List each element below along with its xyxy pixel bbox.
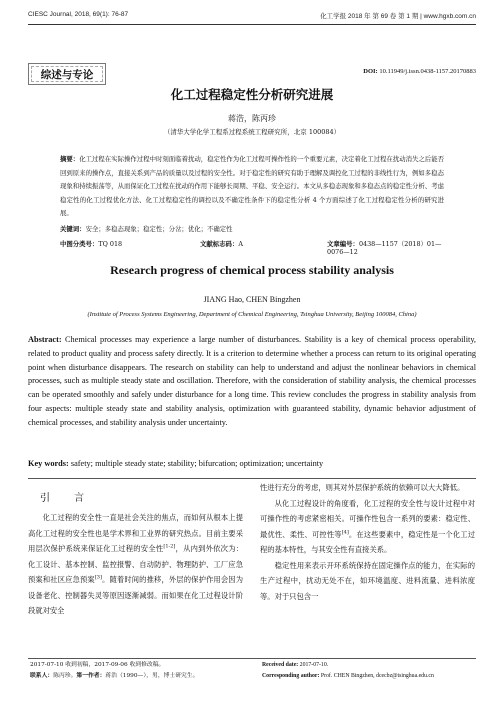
journal-citation: CIESC Journal, 2018, 69(1): 76-87: [28, 11, 129, 18]
received-value: 2017-07-10.: [299, 662, 329, 668]
doi-value[interactable]: 10.11949/j.issn.0438-1157.20170883: [379, 68, 476, 75]
classification-line: [60, 239, 444, 256]
citation-ref[interactable]: [3]: [94, 574, 102, 581]
header-rule: [28, 24, 476, 25]
received-en: [262, 660, 477, 671]
running-header: [28, 8, 476, 22]
paragraph: 性进行充分的考虑，则其对外层保护系统的依赖可以大大降低。: [260, 483, 465, 492]
footnote-rule: [28, 658, 476, 659]
text-run: 。在这些要素中，稳定性是一个化工过程的基本特性，与其安全性有直接关系。: [260, 529, 476, 554]
abstract-cn-label: 摘要：: [60, 155, 80, 163]
first-author-value: 蒋浩（1990—），男，博士研究生。: [105, 673, 199, 679]
body-column-right: [260, 480, 475, 604]
paragraph: 稳定性用来表示开环系统保持在固定操作点的能力，在实际的生产过程中，扰动无处不在，如环境温度、进料流量、进料浓度等。对于只包含一: [260, 560, 475, 601]
keywords-cn: [60, 224, 444, 233]
clc-label: 中图分类号：: [60, 240, 99, 248]
citation-ref[interactable]: [1-2]: [163, 543, 176, 550]
authors-cn: 蒋浩，陈丙珍: [228, 114, 276, 123]
first-author-label: 第一作者：: [76, 673, 106, 679]
doc-code-label: 文献标志码：: [200, 240, 239, 248]
section-badge: 综述与专论: [28, 63, 106, 85]
contact-value: 陈丙珍。: [53, 673, 77, 679]
corr-label: Corresponding author:: [262, 673, 320, 679]
article-no-value: 0438—1157（2018）01—0076—12: [327, 240, 442, 256]
text-run: ，从内到外依次为：化工设计、基本控制、监控报警、自动防护、物理防护、工厂应急预案和社区应急预案: [28, 544, 244, 584]
keywords-en: [28, 459, 476, 468]
affiliation-cn: （清华大学化学工程系过程系统工程研究所，北京 100084）: [163, 128, 341, 136]
footnote-en: [262, 660, 477, 682]
article-no-label: 文章编号：: [327, 240, 359, 248]
keywords-cn-text: 安全；多稳态现象；稳定性；分岔；优化；不确定性: [85, 225, 233, 233]
citation-ref[interactable]: [4]: [341, 529, 349, 536]
text-run: 。随着时间的推移，外层的保护作用会因为设备老化、控制器失灵等原因逐渐减弱。而如果在化工过程设计阶段就对安全: [28, 575, 243, 615]
paragraph: [28, 510, 243, 619]
section-heading-intro: 引言: [40, 493, 108, 504]
journal-header-cn: 化工学报 2018 年 第 69 卷 第 1 期 | www.hgxb.com.cn: [320, 13, 476, 20]
authors-en: JIANG Hao, CHEN Bingzhen: [203, 295, 301, 304]
title-en: Research progress of chemical process stability analysis: [110, 263, 394, 277]
received-label: Received date:: [262, 662, 299, 668]
abstract-en-label: Abstract:: [28, 335, 62, 344]
doi-label: DOI:: [363, 68, 378, 75]
footnote-cn: [30, 660, 245, 682]
received-cn: 2017-07-10 收到初稿，2017-09-06 收到修改稿。: [30, 662, 165, 668]
abstract-en-text: Chemical processes may experience a large number of disturbances. Stability is a key of chemical process operability, related to product quality and process safety directly. It is a criterion to determine whether a process can return to its original operating point when disturbance disappears. The research on stability can help to understand and adjust the nonlinear behaviors in chemical processes, such as multiple steady state and oscillation. Therefore, with the consideration of stability analysis, the chemical processes can be operated smoothly and safely under disturbance for a long time. This review concludes the progress in stability analysis from four aspects: multiple steady state and stability analysis, optimization with guaranteed stability, dynamic behavior adjustment of chemical processes, and stability analysis under uncertainty.: [28, 335, 477, 427]
body-rule: [28, 478, 476, 479]
contact-cn: [30, 671, 245, 682]
abstract-cn: [60, 153, 444, 221]
doc-code-value: A: [238, 240, 243, 248]
abstract-en: [28, 333, 476, 430]
keywords-en-text: safety; multiple steady state; stability; bifurcation; optimization; uncertainty: [70, 459, 324, 468]
abstract-cn-text: 化工过程在实际操作过程中时刻面临着扰动，稳定性作为化工过程可操作性的一个重要元素，决定着化工过程在扰动消失之后能否回到原来的操作点，直接关系到产品的质量以及过程的安全性。对于稳定性的研究有助于理解及调控化工过程的非线性行为，例如多稳态现象和持续振荡等，从而保证化工过程在扰动的作用下能够长周期、平稳、安全运行。本文从多稳态现象和多稳态点的稳定性分析、考虑稳定性的化工过程优化方法、化工过程稳定性的调控以及不确定性条件下的稳定性分析 4 个方面综述了化工过程稳定性分析的研究进展。: [60, 155, 445, 218]
text-run: 从化工过程设计的角度看，化工过程的安全性与设计过程中对可操作性的考虑紧密相关。可操作性包含一系列的要素：稳定性、最优性、柔性、可控性等: [260, 498, 475, 539]
body-column-left: [28, 510, 243, 619]
corresponding-en: [262, 671, 477, 682]
paragraph: [260, 496, 475, 558]
affiliation-en: (Institute of Process Systems Engineering, Department of Chemical Engineering, Tsinghua University, Beijing 100084, China): [87, 311, 417, 318]
keywords-en-label: Key words:: [28, 459, 69, 468]
clc-value: TQ 018: [98, 240, 123, 248]
keywords-cn-label: 关键词：: [60, 225, 86, 233]
doi-line: [363, 68, 476, 75]
corr-email[interactable]: Prof. CHEN Bingzhen, dcecbz@tsinghua.edu.cn: [320, 673, 434, 679]
title-cn: 化工过程稳定性分析研究进展: [170, 87, 334, 102]
contact-label: 联系人：: [30, 673, 54, 679]
text-run: 化工过程的安全性一直是社会关注的焦点，而如何从根本上提高化工过程的安全性也是学术界和工业界的研究热点。目前主要采用层次保护系统来保证化工过程的安全性: [28, 513, 243, 553]
